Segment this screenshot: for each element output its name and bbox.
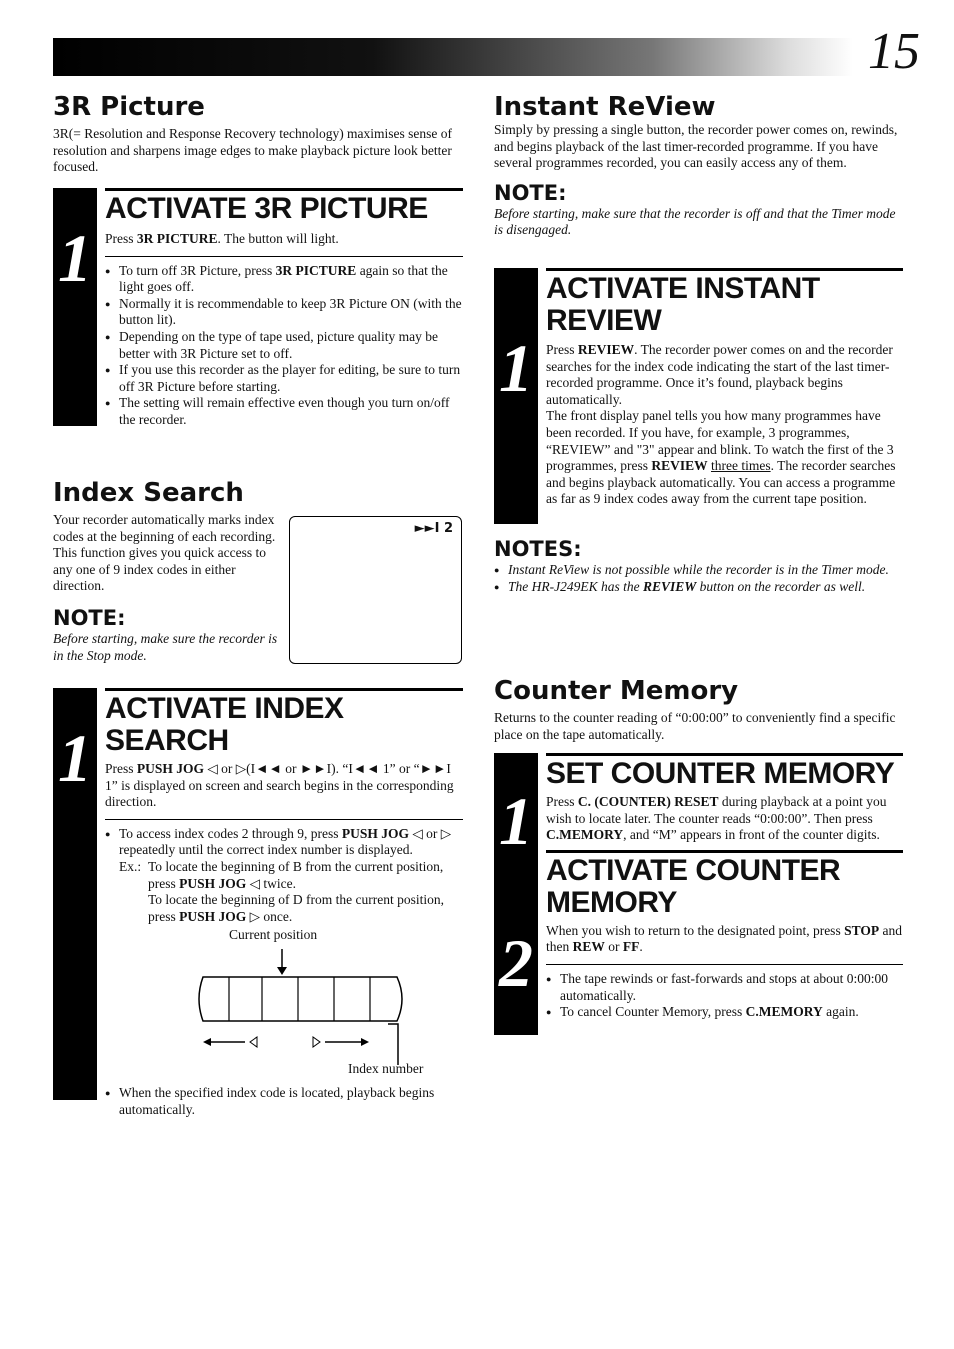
list-item: ● To turn off 3R Picture, press 3R PICTURE again so that the light goes off. bbox=[105, 263, 463, 296]
step-number-bar bbox=[494, 753, 538, 1035]
note-text: Before starting, make sure the recorder is in the Stop mode. bbox=[53, 630, 278, 663]
bullet-list bbox=[546, 971, 903, 1021]
note-text: Before starting, make sure that the recorder is off and that the Timer mode is disengaged. bbox=[494, 205, 896, 238]
step-number-bar bbox=[53, 688, 97, 1100]
section-review-notes bbox=[494, 536, 904, 595]
step-heading: ACTIVATE 3R PICTURE bbox=[105, 188, 463, 225]
example-line: To locate the beginning of D from the current position, press PUSH JOG ▷ once. bbox=[148, 892, 444, 924]
section-title-instant-review: Instant ReView bbox=[494, 92, 716, 122]
step-counter-memory bbox=[494, 753, 903, 1035]
section-3r-picture bbox=[53, 92, 463, 176]
list-item: ● The HR-J249EK has the REVIEW button on the recorder as well. bbox=[494, 579, 904, 596]
note-title: NOTE: bbox=[494, 180, 567, 205]
step-instruction: Press REVIEW. The recorder power comes on and the recorder searches for the index code indicating the start of the last timer-recorded programme. Once it’s found, playback begins automatically. bbox=[546, 342, 893, 407]
note-title: NOTE: bbox=[53, 605, 126, 630]
step-instruction: Press C. (COUNTER) RESET during playback at a point you wish to locate later. The counter reads “0:00:00”. Then press C.MEMORY, and “M” appears in front of the counter digits. bbox=[546, 794, 887, 843]
tape-index-diagram-svg bbox=[105, 927, 405, 1077]
list-item: ● If you use this recorder as the player for editing, be sure to turn off 3R Picture before starting. bbox=[105, 362, 463, 395]
header-gradient-bar bbox=[53, 38, 853, 76]
divider bbox=[105, 256, 463, 257]
bullet-list bbox=[105, 826, 463, 926]
list-item: ● When the specified index code is located, playback begins automatically. bbox=[105, 1085, 463, 1118]
notes-title: NOTES: bbox=[494, 537, 582, 561]
index-diagram bbox=[105, 927, 463, 1077]
step-heading: ACTIVATE COUNTER MEMORY bbox=[546, 850, 903, 919]
step-instruction: Press PUSH JOG ◁ or ▷(I◄◄ or ►►I). “I◄◄ 1” or “►►I 1” is displayed on screen and search begins in the corresponding direction. bbox=[105, 761, 454, 810]
step-instruction: When you wish to return to the designated point, press STOP and then REW or FF. bbox=[546, 922, 902, 955]
step-heading: ACTIVATE INSTANT REVIEW bbox=[546, 268, 903, 337]
step-activate-3r-picture bbox=[53, 188, 463, 426]
step-activate-index-search bbox=[53, 688, 463, 1117]
bullet-list bbox=[105, 1085, 463, 1118]
example-block bbox=[119, 859, 463, 925]
step-number: 2 bbox=[499, 925, 533, 1001]
list-item: ● Normally it is recommendable to keep 3R Picture ON (with the button lit). bbox=[105, 296, 463, 329]
intro-3r-picture: 3R(= Resolution and Response Recovery technology) maximises sense of resolution and sharpens image edges to make playback picture look better focused. bbox=[53, 126, 453, 175]
example-label: Ex.: bbox=[119, 858, 142, 874]
step-number: 1 bbox=[499, 330, 533, 406]
step-number-bar bbox=[494, 268, 538, 524]
section-title-counter-memory: Counter Memory bbox=[494, 676, 739, 706]
section-title-index-search: Index Search bbox=[53, 478, 244, 508]
on-screen-display-box bbox=[289, 516, 462, 664]
list-item: ● To cancel Counter Memory, press C.MEMORY again. bbox=[546, 1004, 903, 1021]
list-item: ● Depending on the type of tape used, picture quality may be better with 3R Picture set to off. bbox=[105, 329, 463, 362]
step-number: 1 bbox=[499, 783, 533, 859]
index-number-label: Index number bbox=[348, 1061, 424, 1077]
step-heading: SET COUNTER MEMORY bbox=[546, 753, 903, 790]
screen-index-indicator: ►►I 2 bbox=[414, 521, 453, 536]
intro-instant-review: Simply by pressing a single button, the recorder power comes on, rewinds, and begins playback of the last timer-recorded programme. If you have several programmes recorded, you can easily access any of them. bbox=[494, 122, 898, 171]
step-number: 1 bbox=[58, 720, 92, 796]
section-instant-review bbox=[494, 92, 904, 239]
example-line: To locate the beginning of B from the current position, press PUSH JOG ◁ twice. bbox=[148, 858, 444, 891]
step-instruction: Press 3R PICTURE. The button will light. bbox=[105, 231, 339, 246]
list-item: ● To access index codes 2 through 9, press PUSH JOG ◁ or ▷ repeatedly until the correct index number is displayed. Ex.: To locate the beginning of B from the current position, press PUSH JOG ◁ twice. To locate the beginning of D from the current position, press PUSH JOG ▷ once. bbox=[105, 826, 463, 926]
divider bbox=[105, 819, 463, 820]
list-item: ● The tape rewinds or fast-forwards and stops at about 0:00:00 automatically. bbox=[546, 971, 903, 1004]
page-number: 15 bbox=[868, 23, 920, 80]
current-position-label: Current position bbox=[229, 927, 318, 943]
step-instruction-detail: The front display panel tells you how many programmes have been recorded. If you have, for example, 3 programmes, “REVIEW” and "3" appear and blink. To watch the first of the 3 programmes, press REVIEW three times. The recorder searches and begins playback automatically. You can access a programme as far as 9 index codes away from the current tape position. bbox=[546, 408, 896, 507]
intro-counter-memory: Returns to the counter reading of “0:00:00” to conveniently find a specific place on the tape automatically. bbox=[494, 710, 896, 742]
section-counter-memory bbox=[494, 676, 904, 743]
section-index-search bbox=[53, 478, 281, 664]
step-number-bar bbox=[53, 188, 97, 426]
section-title-3r-picture: 3R Picture bbox=[53, 92, 205, 122]
list-item: ● Instant ReView is not possible while the recorder is in the Timer mode. bbox=[494, 562, 904, 579]
step-activate-instant-review bbox=[494, 268, 903, 524]
notes-list bbox=[494, 562, 904, 595]
bullet-list bbox=[105, 263, 463, 429]
divider bbox=[546, 964, 903, 965]
list-item: ● The setting will remain effective even though you turn on/off the recorder. bbox=[105, 395, 463, 428]
step-number: 1 bbox=[58, 220, 92, 296]
step-heading: ACTIVATE INDEX SEARCH bbox=[105, 688, 463, 757]
intro-index-search: Your recorder automatically marks index codes at the beginning of each recording. This function gives you quick access to any one of 9 index codes in either direction. bbox=[53, 512, 276, 594]
